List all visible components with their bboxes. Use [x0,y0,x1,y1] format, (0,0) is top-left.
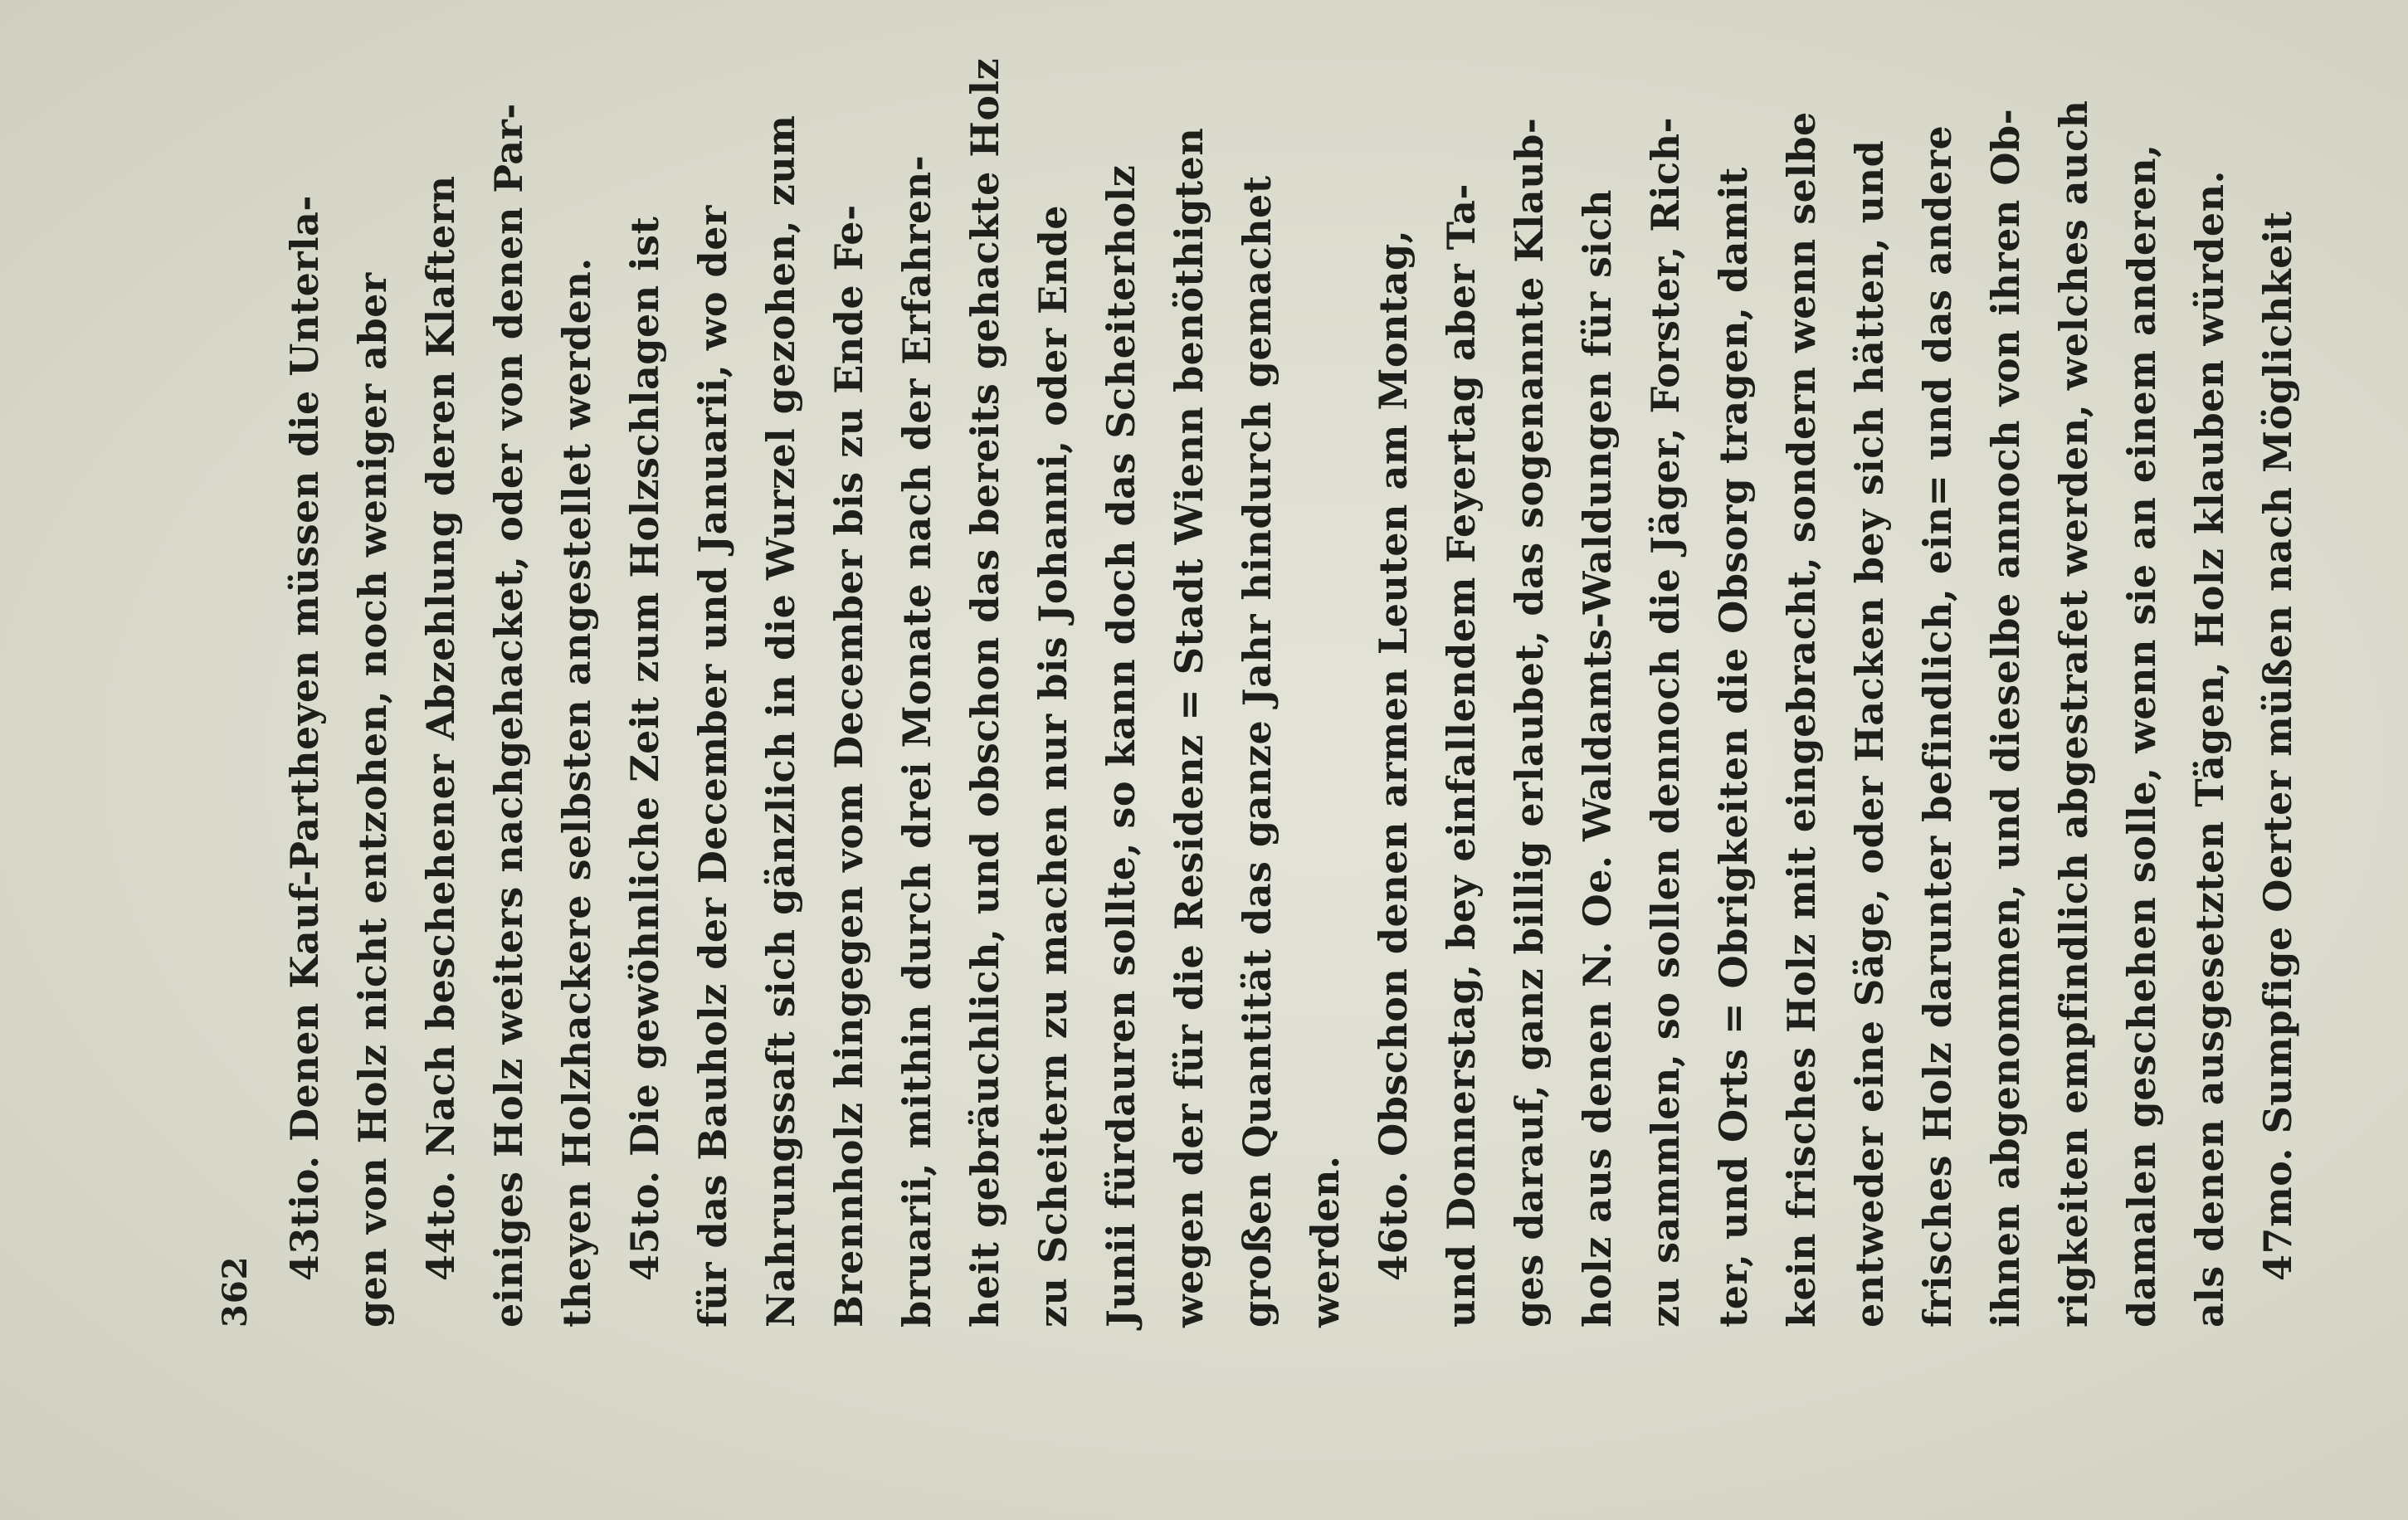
text-line: entweder eine Säge, oder Hacken bey sich hätten, und [1847,139,1892,1328]
text-line: 43tio. Denen Kauf-Partheyen müssen die Unterla- [282,195,327,1281]
text-line: gen von Holz nicht entzohen, noch weniger aber [350,272,395,1328]
text-line: zu sammlen, so sollen dennoch die Jäger, Forster, Rich- [1643,116,1688,1328]
text-line: theyen Holzhackere selbsten angestellet werden. [554,257,599,1328]
text-line: Nahrungssaft sich gänzlich in die Wurzel gezohen, zum [758,114,803,1328]
text-line: bruarii, mithin durch drei Monate nach der Erfahren- [894,154,939,1328]
text-line: und Donnerstag, bey einfallendem Feyertag aber Ta- [1439,183,1484,1328]
text-line: ter, und Orts = Obrigkeiten die Obsorg tragen, damit [1711,167,1756,1328]
text-line: damalen geschehen solle, wenn sie an einem anderen, [2119,144,2164,1328]
rotated-text-block [216,57,2300,1328]
text-line: 45to. Die gewöhnliche Zeit zum Holzschlagen ist [622,216,667,1281]
text-line: ihnen abgenommen, und dieselbe annoch von ihren Ob- [1983,108,2028,1328]
text-line: Brennholz hingegen vom December bis zu Ende Fe- [826,204,871,1328]
text-line: 47mo. Sumpfige Oerter müßen nach Möglichkeit [2255,211,2300,1281]
text-line: für das Bauholz der December und Januarii, wo der [690,205,735,1328]
text-line: heit gebräuchlich, und obschon das bereits gehackte Holz [963,57,1007,1328]
text-line: zu Scheitern zu machen nur bis Johanni, oder Ende [1031,204,1075,1328]
text-line: wegen der für die Residenz = Stadt Wienn benöthigten [1167,127,1211,1328]
text-line: rigkeiten empfindlich abgestrafet werden, welches auch [2051,100,2096,1328]
text-line: einiges Holz weiters nachgehacket, oder von denen Par- [486,103,531,1328]
text-line: kein frisches Holz mit eingebracht, sondern wenn selbe [1779,111,1824,1328]
text-line: als denen ausgesetzten Tägen, Holz klauben würden. [2187,169,2232,1328]
text-line: großen Quantität das ganze Jahr hindurch gemachet [1235,175,1280,1328]
text-line: Junii fürdauren sollte, so kann doch das Scheiterholz [1099,164,1143,1328]
text-line: werden. [1303,1155,1348,1328]
text-line: ges darauf, ganz billig erlaubet, das sogenannte Klaub- [1507,117,1552,1328]
text-line: 44to. Nach beschehener Abzehlung deren Klaftern [418,175,463,1281]
text-line: holz aus denen N. Oe. Waldamts-Waldungen für sich [1575,189,1620,1328]
text-line: frisches Holz darunter befindlich, ein= und das andere [1915,124,1960,1328]
page-number: 362 [216,1255,255,1328]
text-line: 46to. Obschon denen armen Leuten am Montag, [1371,229,1416,1281]
